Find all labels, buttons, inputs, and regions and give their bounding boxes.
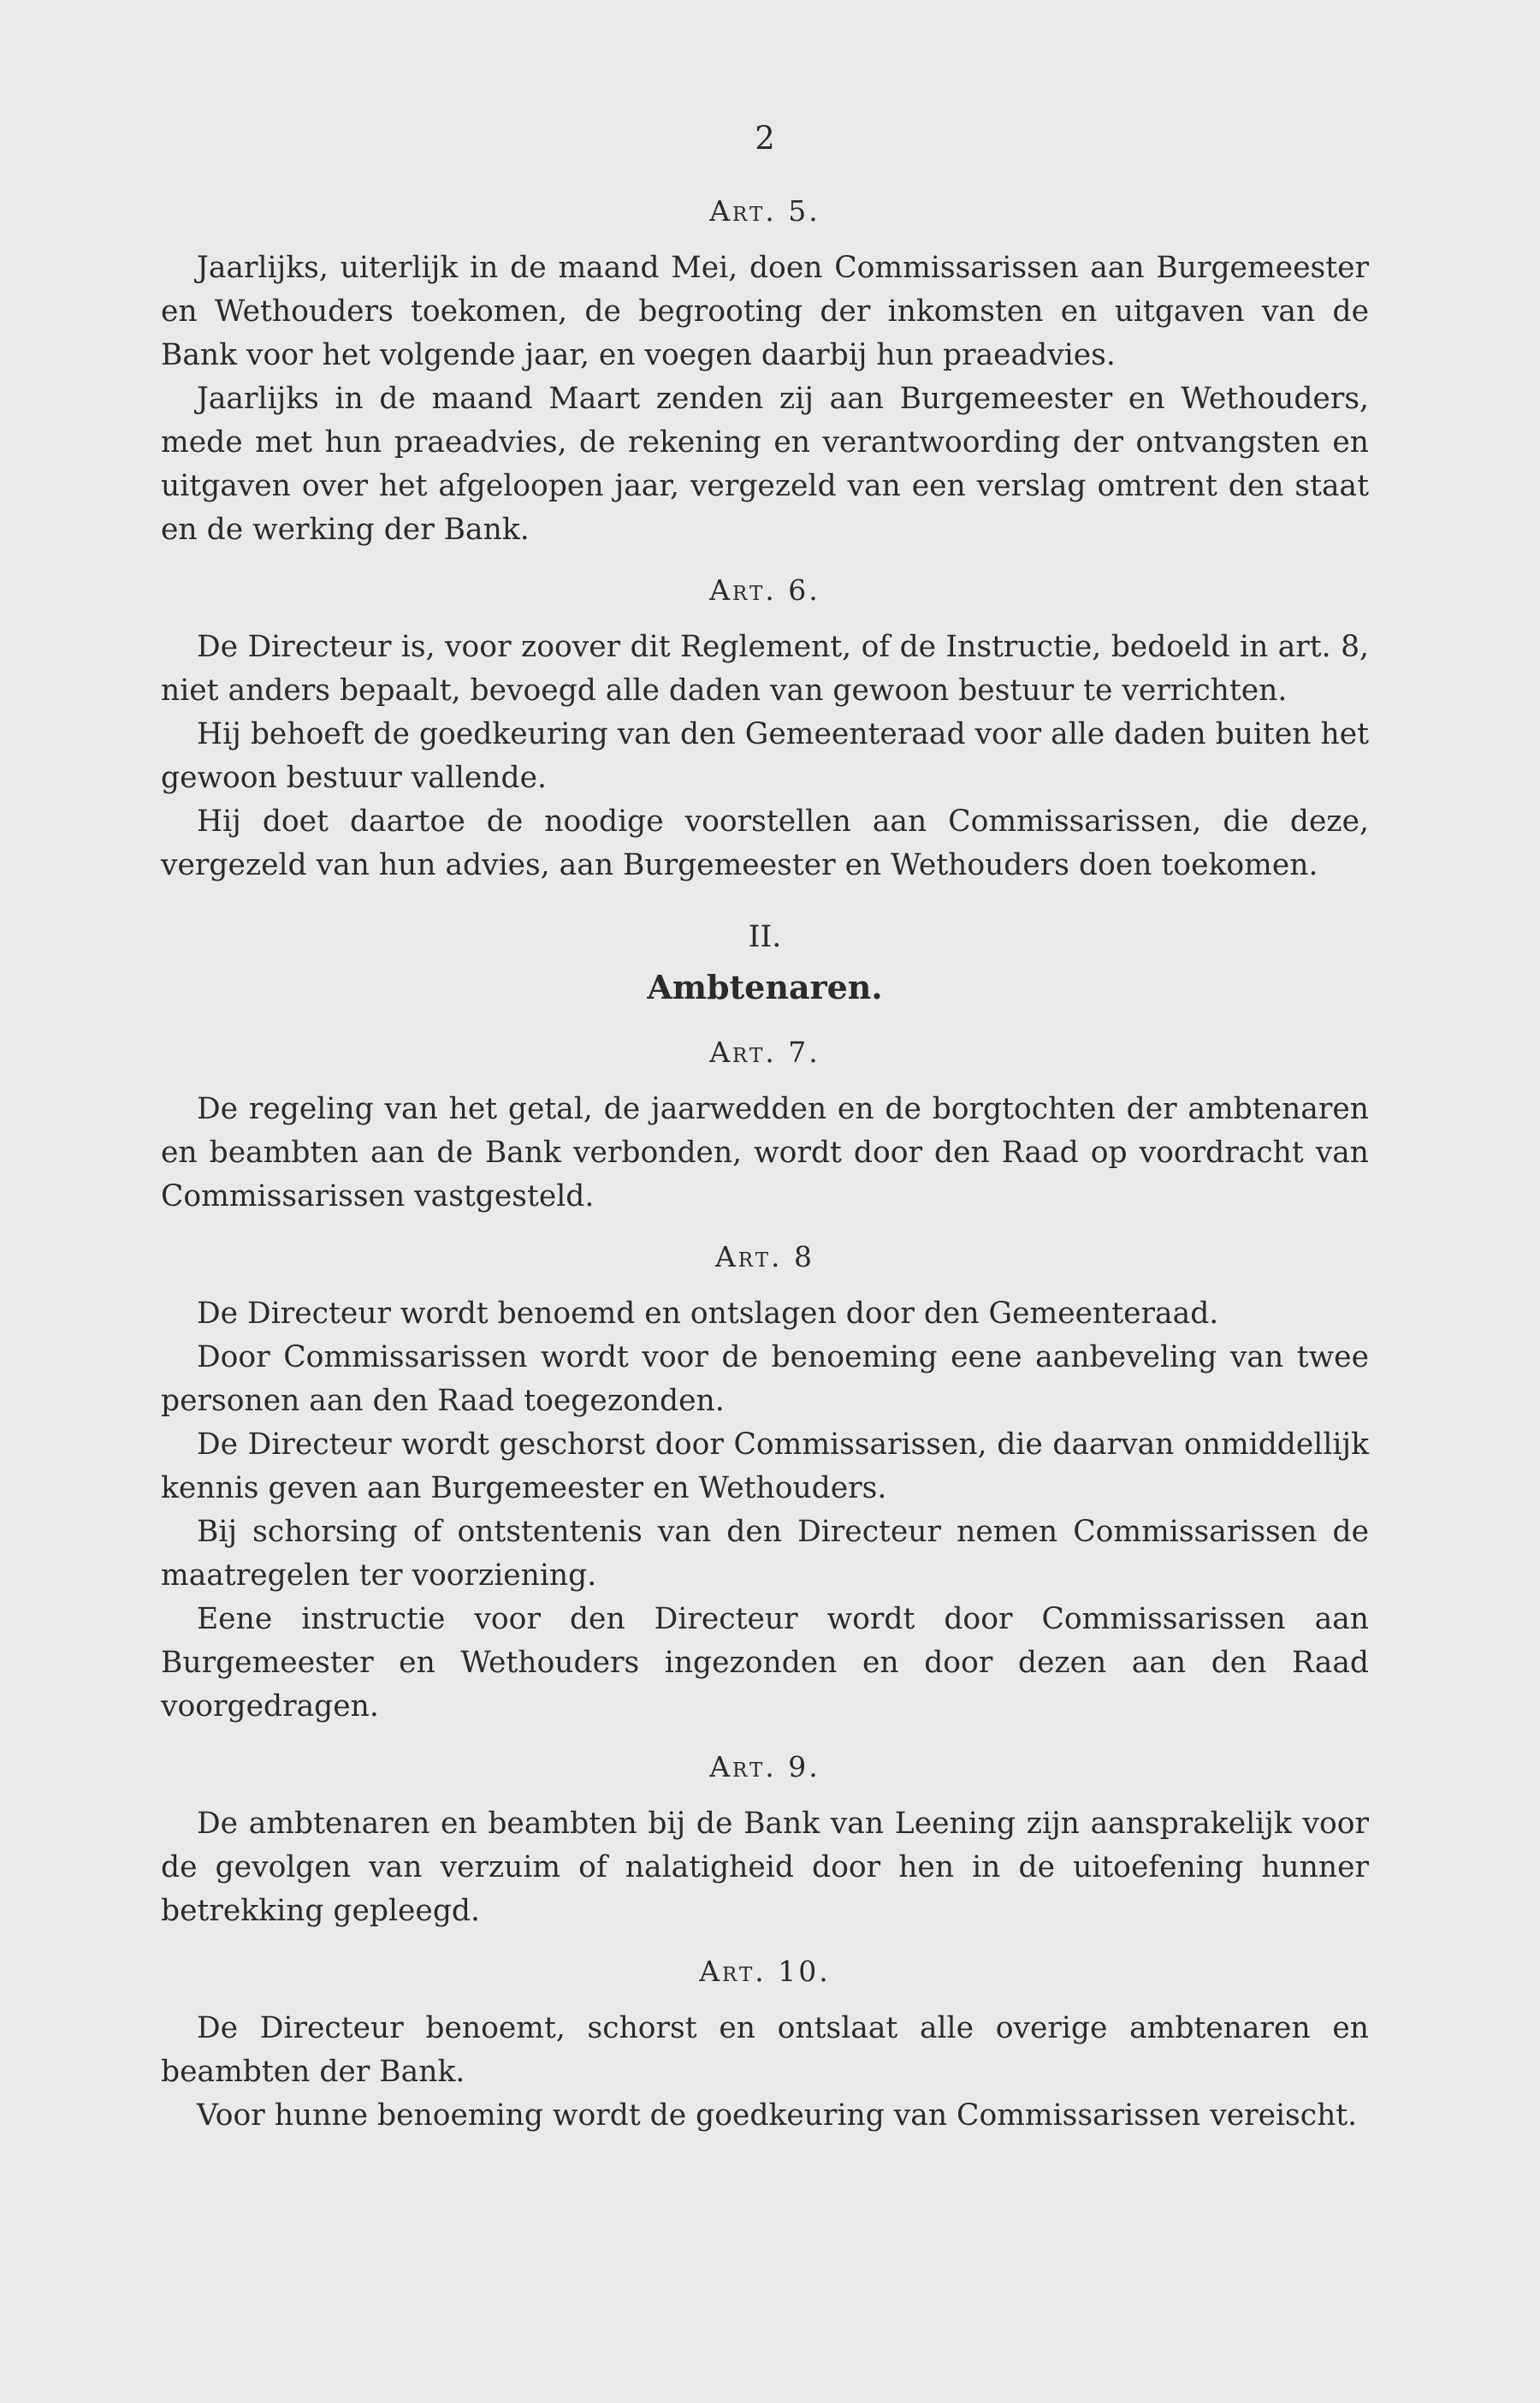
paragraph: Jaarlijks in de maand Maart zenden zij aan Burgemeester en Wethouders, mede met hun praeadvies, de rekening en verantwoording der ontvangsten en uitgaven over het afgeloopen jaar, vergezeld van een verslag omtrent den staat en de werking der Bank. bbox=[161, 382, 1369, 547]
article-heading: Art. 7. bbox=[709, 1035, 820, 1069]
chapter-title: Ambtenaren. bbox=[647, 968, 883, 1006]
page-number: 2 bbox=[755, 120, 775, 157]
article-9 bbox=[161, 1741, 1369, 1933]
article-heading: Art. 10. bbox=[699, 1955, 831, 1988]
article-heading: Art. 5. bbox=[709, 194, 820, 228]
paragraph: De Directeur wordt benoemd en ontslagen door den Gemeenteraad. bbox=[197, 1296, 1219, 1331]
chapter-number: II. bbox=[748, 920, 782, 954]
paragraph: De Directeur benoemt, schorst en ontslaat alle overige ambtenaren en beambten der Bank. bbox=[161, 2011, 1369, 2089]
article-heading: Art. 9. bbox=[709, 1750, 820, 1783]
article-heading: Art. 8 bbox=[714, 1240, 815, 1273]
paragraph: Door Commissarissen wordt voor de benoeming eene aanbeveling van twee personen aan den Raad toegezonden. bbox=[161, 1340, 1369, 1418]
article-8 bbox=[161, 1231, 1369, 1729]
paragraph: De regeling van het getal, de jaarwedden en de borgtochten der ambtenaren en beambten aan de Bank verbonden, wordt door den Raad op voordracht van Commissarissen vastgesteld. bbox=[161, 1092, 1369, 1213]
paragraph: Hij behoeft de goedkeuring van den Gemeenteraad voor alle daden buiten het gewoon bestuur vallende. bbox=[161, 717, 1369, 795]
paragraph: De Directeur is, voor zoover dit Reglement, of de Instructie, bedoeld in art. 8, niet anders bepaalt, bevoegd alle daden van gewoon bestuur te verrichten. bbox=[161, 630, 1369, 708]
paragraph: Hij doet daartoe de noodige voorstellen aan Commissarissen, die deze, vergezeld van hun advies, aan Burgemeester en Wethouders doen toekomen. bbox=[161, 804, 1369, 882]
article-5 bbox=[161, 185, 1369, 552]
paragraph: De Directeur wordt geschorst door Commissarissen, die daarvan onmiddellijk kennis geven aan Burgemeester en Wethouders. bbox=[161, 1427, 1369, 1505]
paragraph: Voor hunne benoeming wordt de goedkeuring van Commissarissen vereischt. bbox=[197, 2098, 1358, 2133]
page-content bbox=[161, 113, 1369, 2138]
paragraph: Bij schorsing of ontstentenis van den Directeur nemen Commissarissen de maatregelen ter voorziening. bbox=[161, 1515, 1369, 1593]
paragraph: Eene instructie voor den Directeur wordt door Commissarissen aan Burgemeester en Wethouders ingezonden en door dezen aan den Raad voorgedragen. bbox=[161, 1602, 1369, 1724]
article-heading: Art. 6. bbox=[709, 573, 820, 607]
paragraph: De ambtenaren en beambten bij de Bank van Leening zijn aansprakelijk voor de gevolgen van verzuim of nalatigheid door hen in de uitoefening hunner betrekking gepleegd. bbox=[161, 1807, 1369, 1928]
article-6 bbox=[161, 564, 1369, 887]
article-10 bbox=[161, 1945, 1369, 2138]
paragraph: Jaarlijks, uiterlijk in de maand Mei, doen Commissarissen aan Burgemeester en Wethouders toekomen, de begrooting der inkomsten en uitgaven van de Bank voor het volgende jaar, en voegen daarbij hun praeadvies. bbox=[161, 251, 1369, 372]
article-7 bbox=[161, 1026, 1369, 1219]
